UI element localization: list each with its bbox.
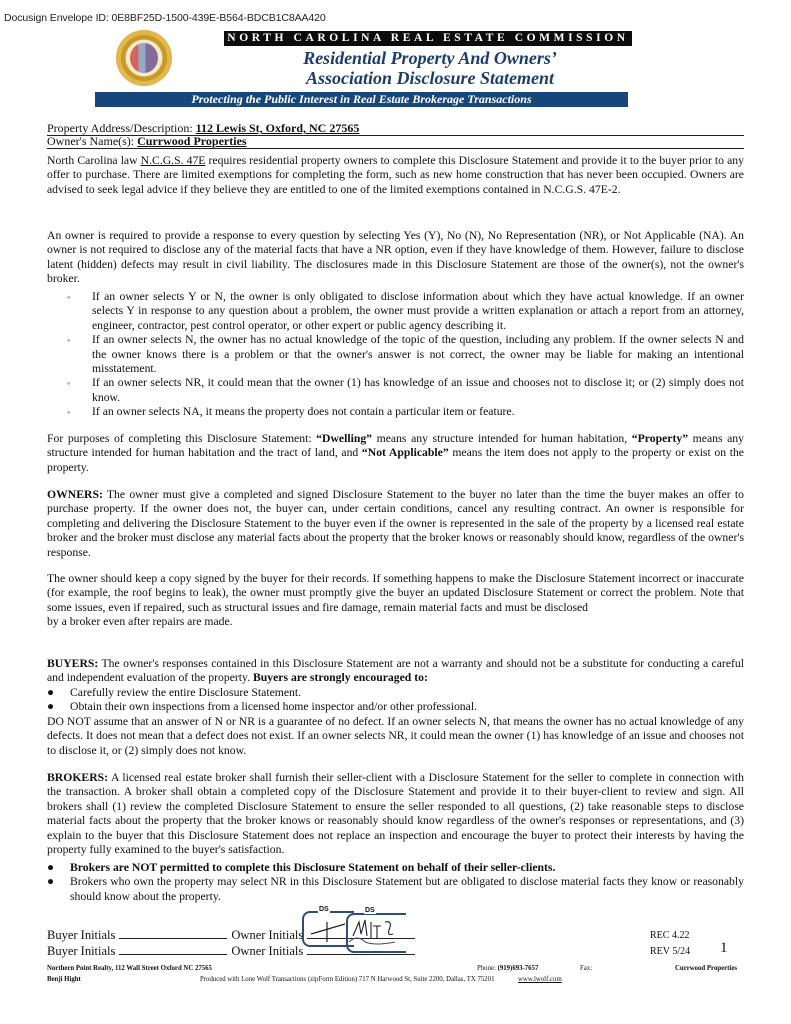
definitions-paragraph: For purposes of completing this Disclosure Statement: “Dwelling” means any structure intended for human habitation, “Property” means any structure intended for human habitation and the tract of land, and “Not Applicable” means the item does not apply to the property or exist on the property. xyxy=(47,432,744,474)
footer-owner: Currwood Properties xyxy=(675,965,737,972)
bullet-icon: ● xyxy=(47,686,55,699)
list-item: ◦ If an owner selects Y or N, the owner is only obligated to disclose information about which they have actual knowledge. If an owner selects Y in response to any question about a problem, the owner must provide a written explanation or attach a report from an attorney, engineer, contractor, pest control operator, or other expert or public agency describing it. xyxy=(67,290,744,332)
initials-row-2: Buyer Initials Owner Initials xyxy=(47,942,419,959)
footer-agent: Benji Hight xyxy=(47,976,81,983)
list-item: ● Brokers are NOT permitted to complete this Disclosure Statement on behalf of their seller-clients. xyxy=(47,861,556,874)
footer-website-link[interactable]: www.lwolf.com xyxy=(518,976,562,983)
owner-name-label: Owner's Name(s): xyxy=(47,134,135,148)
circle-bullet-icon: ◦ xyxy=(67,292,71,302)
footer-produced-by: Produced with Lone Wolf Transactions (zipForm Edition) 717 N Harwood St, Suite 2200, Dallas, TX 75201 xyxy=(200,976,495,983)
property-address-value: 112 Lewis St, Oxford, NC 27565 xyxy=(195,121,360,135)
form-rec-number: REC 4.22 xyxy=(650,930,690,941)
property-address-label: Property Address/Description: xyxy=(47,121,193,135)
buyer-initials-field-1[interactable] xyxy=(119,926,227,939)
ncgs-47e-link[interactable]: N.C.G.S. 47E xyxy=(140,154,206,167)
circle-bullet-icon: ◦ xyxy=(67,407,71,418)
bullet-icon: ● xyxy=(47,875,55,889)
response-bullets xyxy=(47,290,744,420)
brokers-heading: BROKERS: xyxy=(47,771,109,784)
nc-state-seal-icon xyxy=(116,30,172,86)
footer-company: Northern Point Realty, 112 Wall Street Oxford NC 27565 xyxy=(47,965,212,972)
form-rev-date: REV 5/24 xyxy=(650,946,691,957)
intro-paragraph: North Carolina law N.C.G.S. 47E requires residential property owners to complete this Disclosure Statement and provide it to the buyer prior to any offer to purchase. There are limited exemptions for completing the form, such as new home construction that has never been occupied. Owners are advised to seek legal advice if they believe they are entitled to one of the limited exemptions contained in N.C.G.S. 47E-2. xyxy=(47,154,744,196)
footer-phone: Phone: (919)693-7657 xyxy=(477,965,539,972)
buyers-paragraph: BUYERS: The owner's responses contained in this Disclosure Statement are not a warranty and should not be a substitute for conducting a careful and independent evaluation of the property. Buyers are strongly encouraged to: xyxy=(47,657,744,685)
docusign-envelope-id: Docusign Envelope ID: 0E8BF25D-1500-439E-B564-BDCB1C8AA420 xyxy=(4,12,326,24)
initials-row-1: Buyer Initials Owner Initials xyxy=(47,926,419,943)
page-number: 1 xyxy=(720,940,728,956)
buyers-warning: DO NOT assume that an answer of N or NR is a guarantee of no defect. If an owner selects N, that means the owner has no actual knowledge of any defects. It does not mean that a defect does not exist. If an owner selects NR, it could mean the owner (1) has knowledge of an issue and chooses not to disclose it, or (2) simply does not know. xyxy=(47,715,744,757)
footer-fax: Fax: xyxy=(580,965,593,972)
form-title-line2: Association Disclosure Statement xyxy=(305,68,555,88)
list-item: ◦ If an owner selects NA, it means the property does not contain a particular item or feature. xyxy=(67,405,515,419)
list-item: ● Brokers who own the property may select NR in this Disclosure Statement but are obligated to disclose material facts they know or reasonably should know about the property. xyxy=(47,875,744,903)
owner-name-value: Currwood Properties xyxy=(137,134,247,148)
ds-tag-2: DS xyxy=(365,907,375,914)
bullet-icon: ● xyxy=(47,861,55,874)
list-item: ◦ If an owner selects N, the owner has no actual knowledge of the topic of the question, including any problem. If the owner selects N and the owner knows there is a problem or that the owner's answer is not correct, the owner may be liable for making an intentional misstatement. xyxy=(67,333,744,376)
form-title-line1: Residential Property And Owners’ xyxy=(303,48,557,68)
brokers-bullets xyxy=(47,861,744,904)
list-item: ◦ If an owner selects NR, it could mean that the owner (1) has knowledge of an issue and chooses not to disclose it; or (2) simply does not know. xyxy=(67,376,744,404)
owner-name-field[interactable] xyxy=(47,134,744,149)
response-paragraph: An owner is required to provide a response to every question by selecting Yes (Y), No (N), No Representation (NR), or Not Applicable (NA). An owner is not required to disclose any of the material facts that have a NR option, even if they have knowledge of them. However, failure to disclose latent (hidden) defects may result in civil liability. The disclosures made in this Disclosure Statement are those of the owner(s), not the owner's broker. xyxy=(47,229,744,286)
commission-banner: NORTH CAROLINA REAL ESTATE COMMISSION xyxy=(224,31,632,46)
circle-bullet-icon: ◦ xyxy=(67,335,71,346)
handwritten-initials-icon xyxy=(305,912,420,946)
brokers-paragraph: BROKERS: A licensed real estate broker shall furnish their seller-client with a Disclosure Statement for the seller to complete in connection with the transaction. A broker shall obtain a completed copy of the Disclosure Statement and provide it to their buyer-client to review and sign. All brokers shall (1) review the completed Disclosure Statement to ensure the seller responded to all questions, (2) take reasonable steps to disclose material facts about the property that the broker knows or reasonably should know regardless of the owner's responses or representations, and (3) explain to the buyer that this Disclosure Statement does not replace an inspection and encourage the buyer to protect their interests by having the property fully examined to the buyer's satisfaction. xyxy=(47,771,744,857)
buyers-bullets xyxy=(47,686,744,715)
owners-paragraph: OWNERS: The owner must give a completed and signed Disclosure Statement to the buyer no later than the time the buyer makes an offer to purchase property. If the owner does not, the buyer can, under certain conditions, cancel any resulting contract. An owner is responsible for completing and delivering the Disclosure Statement to the buyer even if the owner is represented in the sale of the property by a licensed real estate broker and the broker must disclose any material facts about the property that the broker knows or reasonably should know, regardless of the owner's response. xyxy=(47,488,744,559)
tagline-banner: Protecting the Public Interest in Real Estate Brokerage Transactions xyxy=(95,92,628,107)
list-item: ● Obtain their own inspections from a licensed home inspector and/or other professional. xyxy=(47,700,478,714)
ds-tag-1: DS xyxy=(319,906,329,913)
circle-bullet-icon: ◦ xyxy=(67,378,71,389)
list-item: ● Carefully review the entire Disclosure Statement. xyxy=(47,686,302,699)
buyer-initials-field-2[interactable] xyxy=(119,942,227,955)
owners-heading: OWNERS: xyxy=(47,488,103,501)
bullet-icon: ● xyxy=(47,700,55,714)
copy-paragraph: The owner should keep a copy signed by the buyer for their records. If something happens to make the Disclosure Statement incorrect or inaccurate (for example, the roof begins to leak), the owner must promptly give the buyer an updated Disclosure Statement or correct the problem. Note that some issues, even if repaired, such as structural issues and fire damage, remain material facts and must be disclosed by a broker even after repairs are made. xyxy=(47,572,744,629)
buyers-heading: BUYERS: xyxy=(47,657,99,670)
